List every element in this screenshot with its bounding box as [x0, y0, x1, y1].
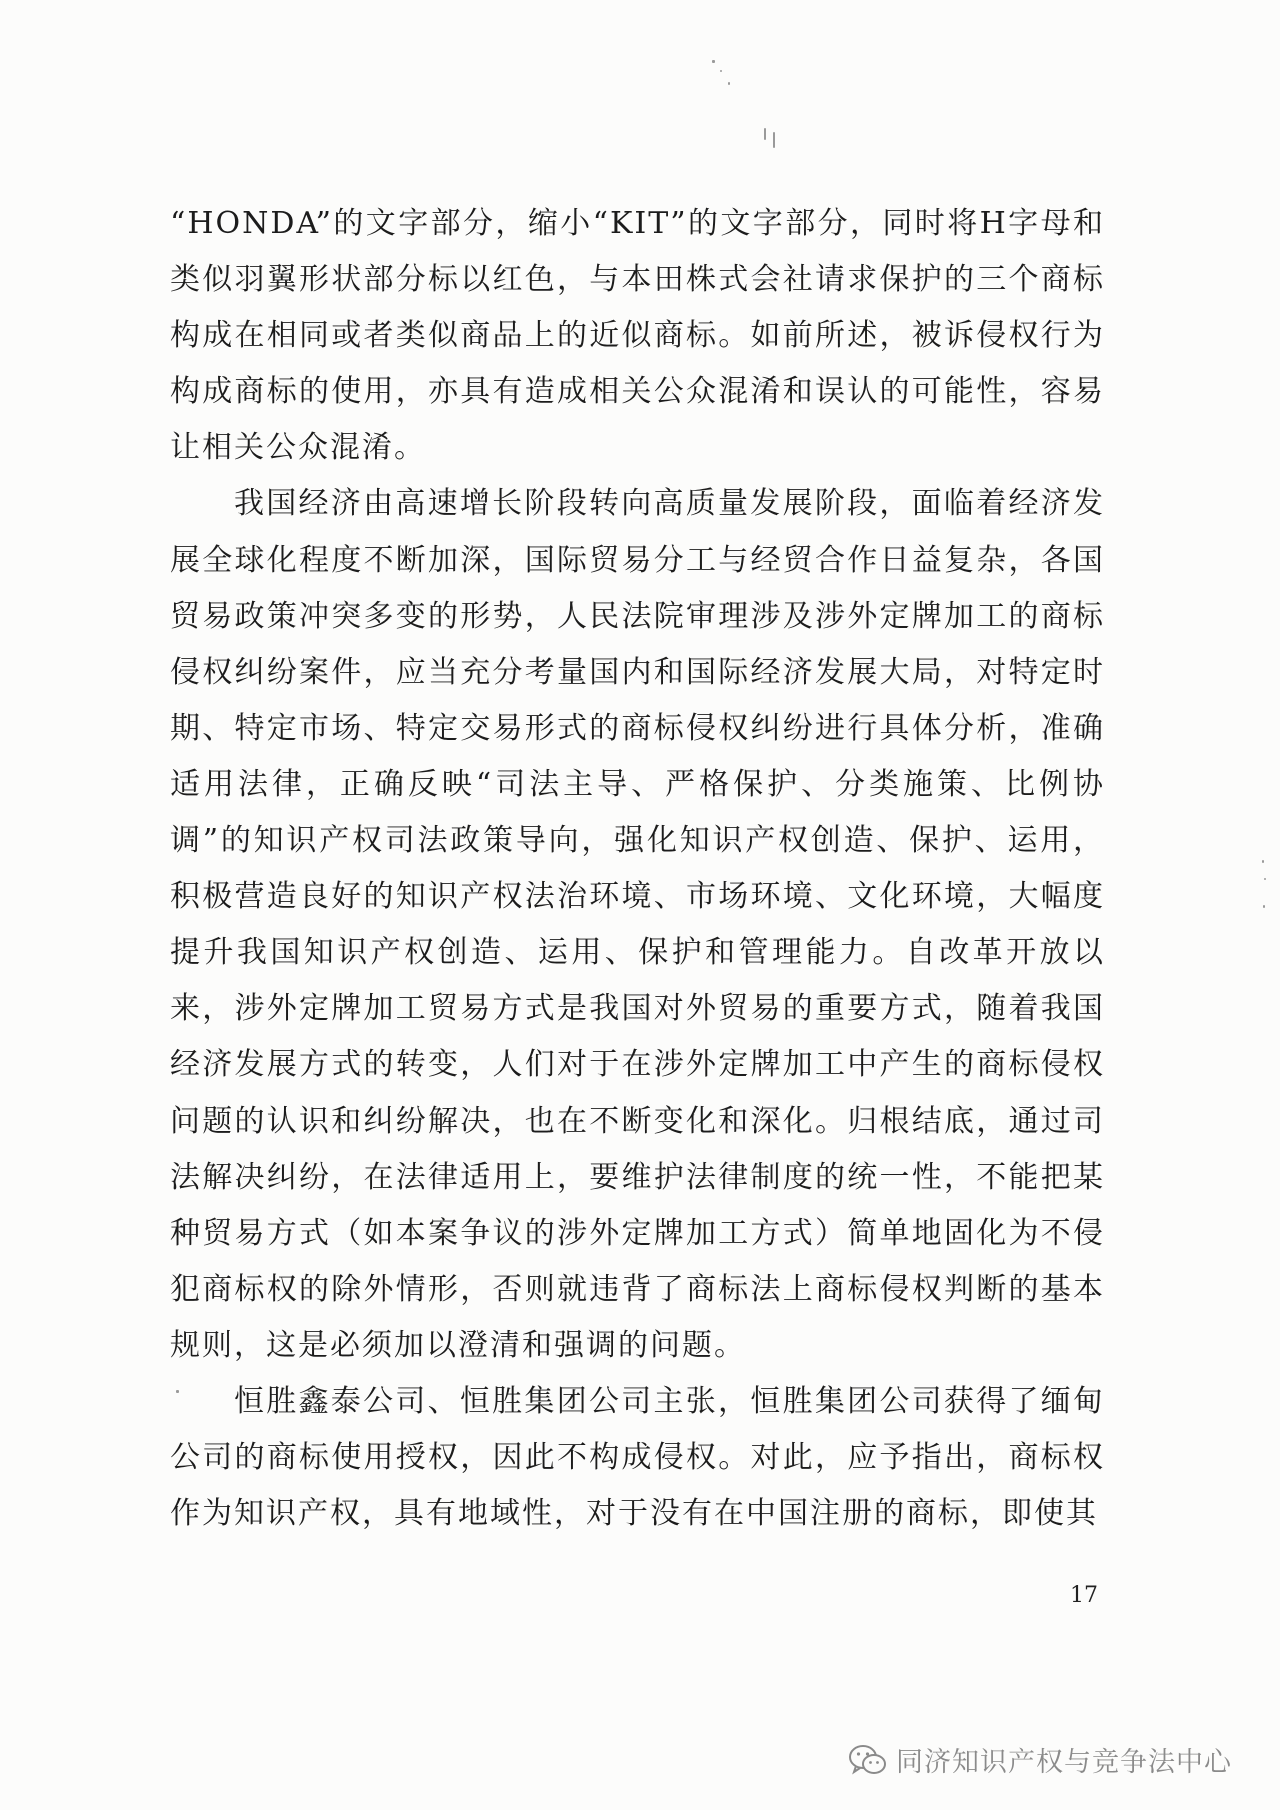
scan-speck: [1263, 905, 1265, 908]
wechat-icon: [848, 1743, 888, 1777]
watermark-text: 同济知识产权与竞争法中心: [896, 1747, 1232, 1778]
paragraph-3: 恒胜鑫泰公司、恒胜集团公司主张，恒胜集团公司获得了缅甸公司的商标使用授权，因此不构成侵权。对此，应予指出，商标权作为知识产权，具有地域性，对于没有在中国注册的商标，即使其: [170, 1383, 1105, 1532]
paragraph-1: “HONDA”的文字部分，缩小“KIT”的文字部分，同时将H字母和类似羽翼形状部分标以红色，与本田株式会社请求保护的三个商标构成在相同或者类似商品上的近似商标。如前所述，被诉侵权行为构成商标的使用，亦具有造成相关公众混淆和误认的可能性，容易让相关公众混淆。: [170, 206, 1105, 466]
scan-speck: [773, 132, 775, 148]
scan-speck: [720, 70, 722, 72]
page-number: 17: [1070, 1583, 1098, 1608]
scan-speck: [1262, 860, 1264, 863]
paragraph-2: 我国经济由高速增长阶段转向高质量发展阶段，面临着经济发展全球化程度不断加深，国际贸易分工与经贸合作日益复杂，各国贸易政策冲突多变的形势，人民法院审理涉及涉外定牌加工的商标侵权纠纷案件，应当充分考量国内和国际经济发展大局，对特定时期、特定市场、特定交易形式的商标侵权纠纷进行具体分析，准确适用法律，正确反映“司法主导、严格保护、分类施策、比例协调”的知识产权司法政策导向，强化知识产权创造、保护、运用，积极营造良好的知识产权法治环境、市场环境、文化环境，大幅度提升我国知识产权创造、运用、保护和管理能力。自改革开放以来，涉外定牌加工贸易方式是我国对外贸易的重要方式，随着我国经济发展方式的转变，人们对于在涉外定牌加工中产生的商标侵权问题的认识和纠纷解决，也在不断变化和深化。归根结底，通过司法解决纠纷，在法律适用上，要维护法律制度的统一性，不能把某种贸易方式（如本案争议的涉外定牌加工方式）简单地固化为不侵犯商标权的除外情形，否则就违背了商标法上商标侵权判断的基本规则，这是必须加以澄清和强调的问题。: [170, 486, 1105, 1363]
scan-speck: [728, 82, 730, 85]
body-text: [170, 196, 1105, 1542]
scan-speck: [1264, 878, 1266, 880]
scan-speck: [764, 128, 766, 140]
scan-speck: [712, 60, 715, 63]
watermark: [848, 1740, 1232, 1779]
